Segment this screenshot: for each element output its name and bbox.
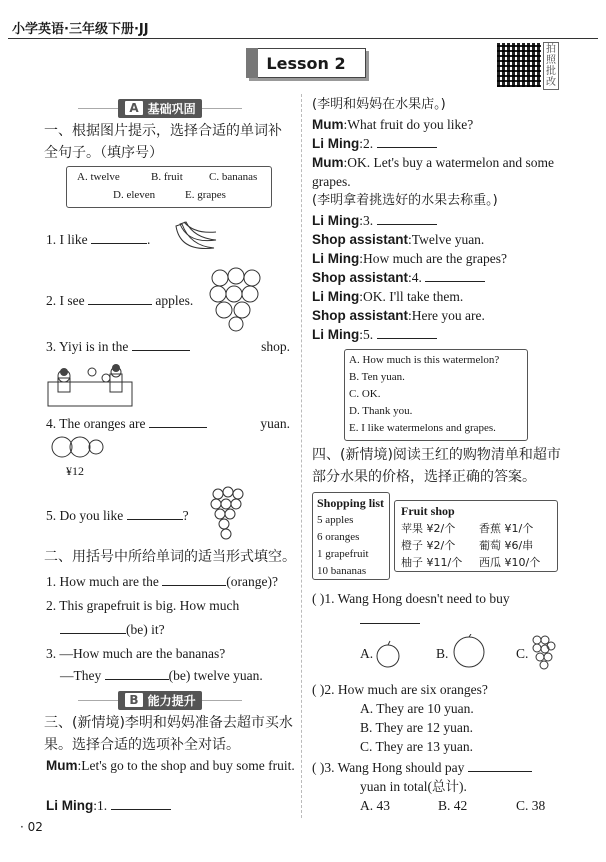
section-b-tag: B 能力提升 bbox=[118, 691, 201, 710]
q1-item-1: 1. I like . bbox=[46, 232, 151, 247]
q3-note-1: (李明和妈妈在水果店。) bbox=[312, 97, 446, 112]
answer-blank[interactable] bbox=[132, 350, 190, 351]
apple-icon bbox=[374, 640, 402, 668]
list-item: 1 grapefruit bbox=[317, 548, 369, 560]
answer-blank[interactable] bbox=[105, 679, 169, 680]
oranges-icon bbox=[50, 434, 104, 460]
section-a-bar bbox=[40, 98, 280, 118]
price-row: 苹果 ¥2/个 香蕉 ¥1/个 bbox=[401, 522, 534, 535]
q2-line-2: 2. This grapefruit is big. How much bbox=[46, 598, 240, 613]
dialog-mum-2: Mum:What fruit do you like? bbox=[312, 117, 474, 132]
answer-blank[interactable] bbox=[111, 809, 171, 810]
price-row: 柚子 ¥11/个 西瓜 ¥10/个 bbox=[401, 556, 541, 569]
bananas-icon bbox=[170, 218, 220, 258]
price-label: ¥12 bbox=[66, 464, 84, 478]
dialog-mum-1: Mum:Let's go to the shop and buy some fruit. bbox=[46, 758, 295, 773]
answer-blank[interactable] bbox=[162, 585, 226, 586]
mc-question-3: ( )3. Wang Hong should pay bbox=[312, 758, 532, 777]
mc1-option-b[interactable]: B. bbox=[436, 646, 449, 661]
q3-option: D. Thank you. bbox=[349, 405, 413, 417]
header-divider bbox=[8, 38, 598, 39]
q1-item-3: 3. Yiyi is in the shop. bbox=[46, 339, 290, 354]
mc1-option-a[interactable]: A. bbox=[360, 646, 374, 661]
dialog-liming-1: Li Ming:1. bbox=[46, 796, 171, 815]
page-number: · 02 bbox=[20, 820, 43, 834]
q4-title: 四、(新情境)阅读王红的购物清单和超市部分水果的价格，选择正确的答案。 bbox=[312, 447, 561, 485]
mc1-option-c[interactable]: C. bbox=[516, 646, 529, 661]
answer-blank[interactable] bbox=[91, 243, 147, 244]
shopping-list-title: Shopping list bbox=[317, 496, 385, 510]
q3-option: A. How much is this watermelon? bbox=[349, 354, 500, 366]
dialog-liming-4: Li Ming:How much are the grapes? bbox=[312, 251, 507, 266]
answer-blank[interactable] bbox=[377, 147, 437, 148]
mc3-option-a[interactable]: A. 43 bbox=[360, 798, 390, 813]
list-item: 5 apples bbox=[317, 514, 354, 526]
q1-option: C. bananas bbox=[209, 171, 258, 183]
dialog-assistant-1: Shop assistant:Twelve yuan. bbox=[312, 232, 485, 247]
qr-caption: 拍照批改 bbox=[543, 42, 559, 90]
answer-blank[interactable] bbox=[88, 304, 152, 305]
q1-option: D. eleven bbox=[113, 189, 156, 201]
q1-item-2: 2. I see apples. bbox=[46, 293, 194, 308]
dialog-liming-2: Li Ming:2. bbox=[312, 134, 437, 153]
q1-option: A. twelve bbox=[77, 171, 120, 183]
answer-blank[interactable] bbox=[468, 771, 532, 772]
mc-question-3b: yuan in total(总计). bbox=[360, 779, 467, 794]
answer-blank[interactable] bbox=[377, 224, 437, 225]
q1-item-4: 4. The oranges are yuan. bbox=[46, 416, 290, 431]
q3-title: 三、(新情境)李明和妈妈准备去超市买水果。选择合适的选项补全对话。 bbox=[44, 715, 293, 753]
dialog-liming-3: Li Ming:3. bbox=[312, 211, 437, 230]
dialog-mum-3: Mum:OK. Let's buy a watermelon and some grapes. bbox=[312, 155, 555, 189]
apples-icon bbox=[206, 266, 264, 332]
q3-option: E. I like watermelons and grapes. bbox=[349, 422, 496, 434]
q2-line-4: —They (be) twelve yuan. bbox=[60, 668, 263, 683]
grapes-icon bbox=[206, 482, 246, 544]
q1-options-box bbox=[66, 166, 272, 208]
q3-option: C. OK. bbox=[349, 388, 381, 400]
grapes-icon bbox=[530, 632, 556, 676]
dialog-liming-6: Li Ming:5. bbox=[312, 325, 437, 344]
fruit-shop-prices bbox=[394, 500, 558, 572]
column-divider bbox=[301, 94, 303, 818]
q2-line-2b: (be) it? bbox=[60, 620, 165, 639]
price-row: 橙子 ¥2/个 葡萄 ¥6/串 bbox=[401, 539, 534, 552]
mc-question-2: ( )2. How much are six oranges? bbox=[312, 682, 488, 697]
dialog-assistant-2: Shop assistant:4. bbox=[312, 268, 485, 287]
q1-title: 一、根据图片提示，选择合适的单词补全句子。（填序号） bbox=[44, 123, 282, 161]
dialog-liming-5: Li Ming:OK. I'll take them. bbox=[312, 289, 464, 304]
answer-blank[interactable] bbox=[360, 623, 420, 624]
q3-option: B. Ten yuan. bbox=[349, 371, 405, 383]
answer-blank[interactable] bbox=[127, 519, 183, 520]
mc-question-1: ( )1. Wang Hong doesn't need to buy bbox=[312, 591, 510, 606]
q1-item-5: 5. Do you like ? bbox=[46, 508, 189, 523]
q2-line-1: 1. How much are the (orange)? bbox=[46, 574, 278, 589]
mc3-option-b[interactable]: B. 42 bbox=[438, 798, 468, 813]
fruit-shop-picture bbox=[46, 360, 134, 408]
section-b-bar bbox=[40, 690, 280, 710]
mc2-option-b[interactable]: B. They are 12 yuan. bbox=[360, 720, 473, 735]
fruit-shop-title: Fruit shop bbox=[401, 504, 455, 518]
answer-blank[interactable] bbox=[425, 281, 485, 282]
list-item: 6 oranges bbox=[317, 531, 360, 543]
q1-option: B. fruit bbox=[151, 171, 183, 183]
q2-line-3: 3. —How much are the bananas? bbox=[46, 646, 226, 661]
section-a-tag: A 基础巩固 bbox=[118, 99, 201, 118]
q2-title: 二、用括号中所给单词的适当形式填空。 bbox=[44, 549, 296, 565]
mc3-option-c[interactable]: C. 38 bbox=[516, 798, 546, 813]
mc2-option-a[interactable]: A. They are 10 yuan. bbox=[360, 701, 474, 716]
book-title: 小学英语·三年级下册·JJ bbox=[12, 22, 149, 37]
mc2-option-c[interactable]: C. They are 13 yuan. bbox=[360, 739, 473, 754]
q3-note-2: (李明拿着挑选好的水果去称重。) bbox=[312, 193, 498, 208]
shopping-list bbox=[312, 492, 390, 580]
answer-blank[interactable] bbox=[149, 427, 207, 428]
dialog-assistant-3: Shop assistant:Here you are. bbox=[312, 308, 485, 323]
grapefruit-icon bbox=[452, 634, 486, 668]
lesson-title: Lesson 2 bbox=[246, 48, 366, 78]
q3-options-box bbox=[344, 349, 528, 441]
list-item: 10 bananas bbox=[317, 565, 367, 577]
qr-code[interactable] bbox=[497, 43, 541, 87]
q1-option: E. grapes bbox=[185, 189, 226, 201]
answer-blank[interactable] bbox=[377, 338, 437, 339]
answer-blank[interactable] bbox=[60, 633, 126, 634]
